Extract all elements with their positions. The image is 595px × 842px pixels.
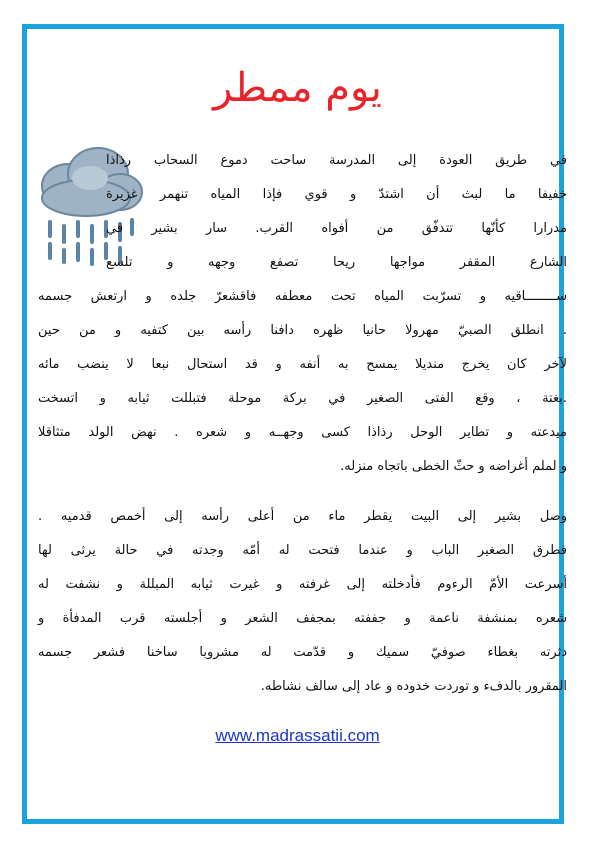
text-line: مدرارا كأنّها تتدفّق من أفواه القرب. سار بشير في xyxy=(106,221,567,236)
text-line: لآخر كان يخرج منديلا يمسح به أنفه و قد استحال نبعا لا ينضب مائه xyxy=(38,357,567,372)
text-line: وصل بشير إلى البيت يقطر ماء من أعلى رأسه إلى أخمص قدميه . xyxy=(38,509,567,524)
text-line: شعره بمنشفة ناعمة و جففته بمجفف الشعر و أجلسته قرب المدفأة و xyxy=(38,611,567,626)
text-line: فطرق الصغير الباب و عندما فتحت له أمّه وجدته في حالة يرثى لها xyxy=(38,543,567,558)
text-line: في طريق العودة إلى المدرسة ساحت دموع السحاب رذاذا xyxy=(106,153,567,168)
text-line: أسرعت الأمّ الرءوم فأدخلته إلى غرفته و غيرت ثيابه المبللة و نشفت له xyxy=(38,577,567,592)
text-line: خفيفا ما لبث أن اشتدّ و قوي فإذا المياه تنهمر غزيرة xyxy=(106,187,567,202)
page-title: يوم ممطر xyxy=(213,65,382,111)
text-line: المقرور بالدفء و توردت خدوده و عاد إلى سالف نشاطه. xyxy=(260,679,567,694)
text-line: الشارع المقفر مواجها ريحا تصفع وجهه و تلسع xyxy=(106,255,567,270)
text-line: ســــــــاقيه و تسرّبت المياه تحت معطفه فاقشعرّ جلده و ارتعش جسمه xyxy=(38,289,567,304)
text-line: دثرته بغطاء صوفيّ سميك و قدّمت له مشروبا ساخنا فشعر جسمه xyxy=(38,645,567,660)
story-paragraph-1 xyxy=(38,144,567,484)
story-paragraph-2 xyxy=(38,500,567,704)
text-line: و لملم أغراضه و حثّ الخطى باتجاه منزله. xyxy=(340,459,567,474)
text-line: ميدعته و تطاير الوحل رذاذا كسى وجهــه و شعره . نهض الولد متثاقلا xyxy=(38,425,567,440)
text-line: .بغتة ، وقع الفتى الصغير في بركة موحلة فتبللت ثيابه و اتسخت xyxy=(38,391,567,406)
website-link[interactable]: www.madrassatii.com xyxy=(215,726,380,745)
text-line: . انطلق الصبيّ مهرولا حانيا ظهره دافنا رأسه بين كتفيه و من حين xyxy=(38,323,567,338)
